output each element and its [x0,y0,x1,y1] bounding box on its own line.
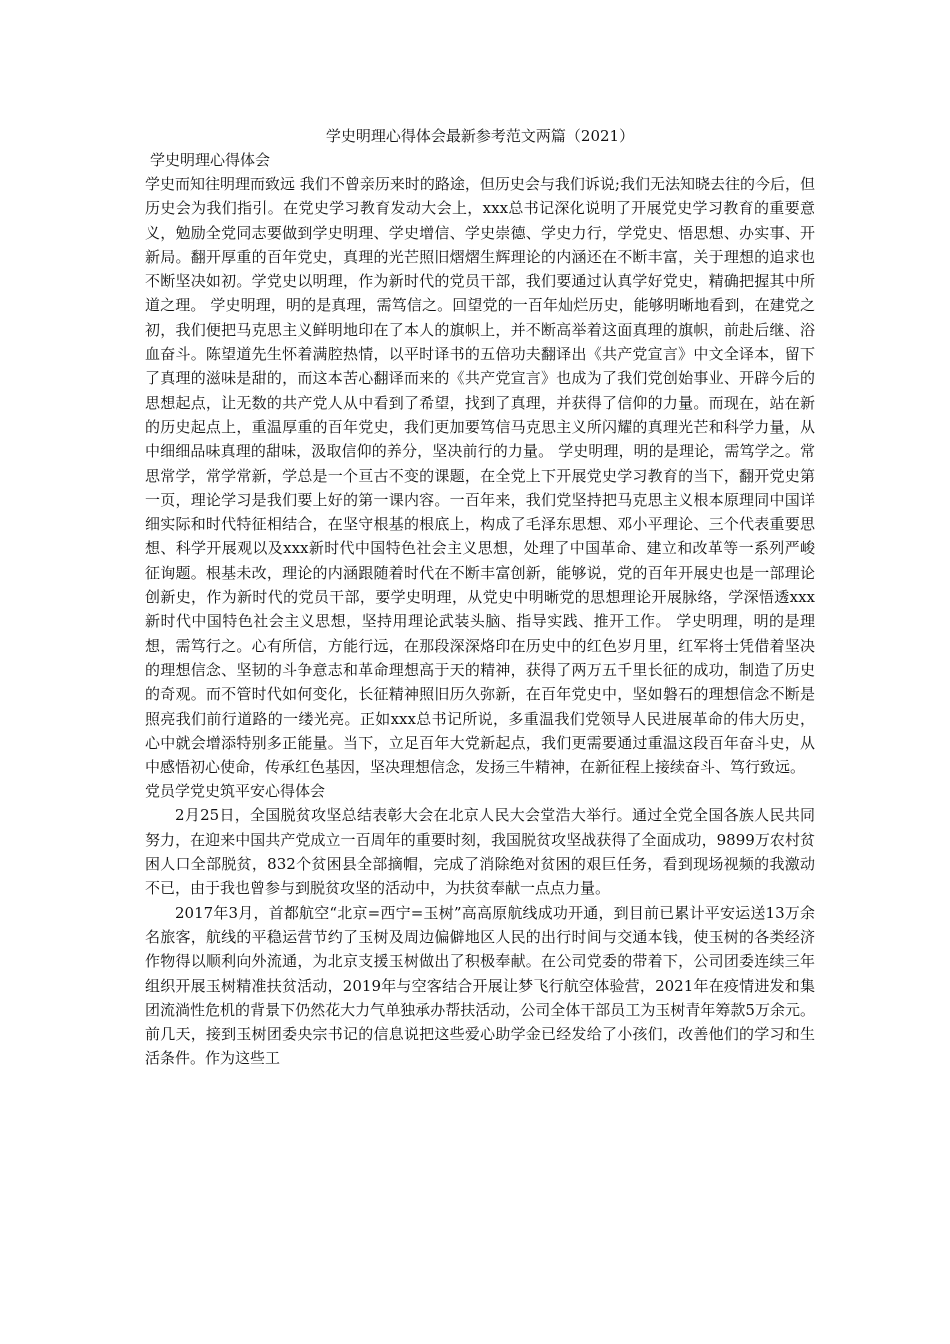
section-heading-party-safety: 党员学党史筑平安心得体会 [145,782,326,801]
paragraph-poverty-alleviation: 2月25日，全国脱贫攻坚总结表彰大会在北京人民大会堂浩大举行。通过全党全国各族人民共同努力，在迎来中国共产党成立一百周年的重要时刻，我国脱贫攻坚战获得了全面成功，9899万农村贫困人口全部脱贫，832个贫困县全部摘帽，完成了消除绝对贫困的艰巨任务，看到现场视频的我激动不已，由于我也曾参与到脱贫攻坚的活动中，为扶贫奉献一点点力量。 [145,806,815,898]
section-body-study-history: 学史而知往明理而致远 我们不曾亲历来时的路途，但历史会与我们诉说;我们无法知晓去往的今后，但历史会为我们指引。在党史学习教育发动大会上，xxx总书记深化说明了开展党史学习教育的重要意义，勉励全党同志要做到学史明理、学史增信、学史崇德、学史力行，学党史、悟思想、办实事、开新局。翻开厚重的百年党史，真理的光芒照旧熠熠生辉理论的内涵还在不断丰富，关于理想的追求也不断坚决如初。学党史以明理，作为新时代的党员干部，我们要通过认真学好党史，精确把握其中所道之理。 学史明理，明的是真理，需笃信之。回望党的一百年灿烂历史，能够明晰地看到，在建党之初，我们便把马克思主义鲜明地印在了本人的旗帜上，并不断高举着这面真理的旗帜，前赴后继、浴血奋斗。陈望道先生怀着满腔热情，以平时译书的五倍功夫翻译出《共产党宣言》中文全译本，留下了真理的滋味是甜的，而这本苦心翻译而来的《共产党宣言》也成为了我们党创始事业、开辟今后的思想起点，让无数的共产党人从中看到了希望，找到了真理，并获得了信仰的力量。而现在，站在新的历史起点上，重温厚重的百年党史，我们更加要笃信马克思主义所闪耀的真理光芒和科学力量，从中细细品味真理的甜味，汲取信仰的养分，坚决前行的力量。 学史明理，明的是理论，需笃学之。常思常学，常学常新，学总是一个亘古不变的课题，在全党上下开展党史学习教育的当下，翻开党史第一页，理论学习是我们要上好的第一课内容。一百年来，我们党坚持把马克思主义根本原理同中国详细实际和时代特征相结合，在坚守根基的根底上，构成了毛泽东思想、邓小平理论、三个代表重要思想、科学开展观以及xxx新时代中国特色社会主义思想，处理了中国革命、建立和改革等一系列严峻征询题。根基未改，理论的内涵跟随着时代在不断丰富创新，能够说，党的百年开展史也是一部理论创新史，作为新时代的党员干部，要学史明理，从党史中明晰党的思想理论开展脉络，学深悟透xxx新时代中国特色社会主义思想，坚持用理论武装头脑、指导实践、推开工作。 学史明理，明的是理想，需笃行之。心有所信，方能行远，在那段深深烙印在历史中的红色岁月里，红军将士凭借着坚决的理想信念、坚韧的斗争意志和革命理想高于天的精神，获得了两万五千里长征的成功，制造了历史的奇观。而不管时代如何变化，长征精神照旧历久弥新，在百年党史中，坚如磐石的理想信念不断是照亮我们前行道路的一缕光亮。正如xxx总书记所说，多重温我们党领导人民进展革命的伟大历史，心中就会增添特别多正能量。当下，立足百年大党新起点，我们更需要通过重温这段百年奋斗史，从中感悟初心使命，传承红色基因，坚决理想信念，发扬三牛精神，在新征程上接续奋斗、笃行致远。 [145,175,815,777]
section-heading-study-history: 学史明理心得体会 [150,151,271,169]
document-page [145,124,815,1071]
paragraph-yushu-route: 2017年3月，首都航空“北京=西宁=玉树”高高原航线成功开通，到目前已累计平安运送13万余名旅客，航线的平稳运营节约了玉树及周边偏僻地区人民的出行时间与交通本钱，使玉树的各类经济作物得以顺利向外流通，为北京支援玉树做出了积极奉献。在公司党委的带着下，公司团委连续三年组织开展玉树精准扶贫活动，2019年与空客结合开展让梦飞行航空体验营，2021年在疫情进发和集团流淌性危机的背景下仍然花大力气单独承办帮扶活动，公司全体干部员工为玉树青年筹款5万余元。前几天，接到玉树团委央宗书记的信息说把这些爱心助学金已经发给了小孩们，改善他们的学习和生活条件。作为这些工 [145,903,815,1068]
document-title: 学史明理心得体会最新参考范文两篇（2021） [325,127,635,145]
